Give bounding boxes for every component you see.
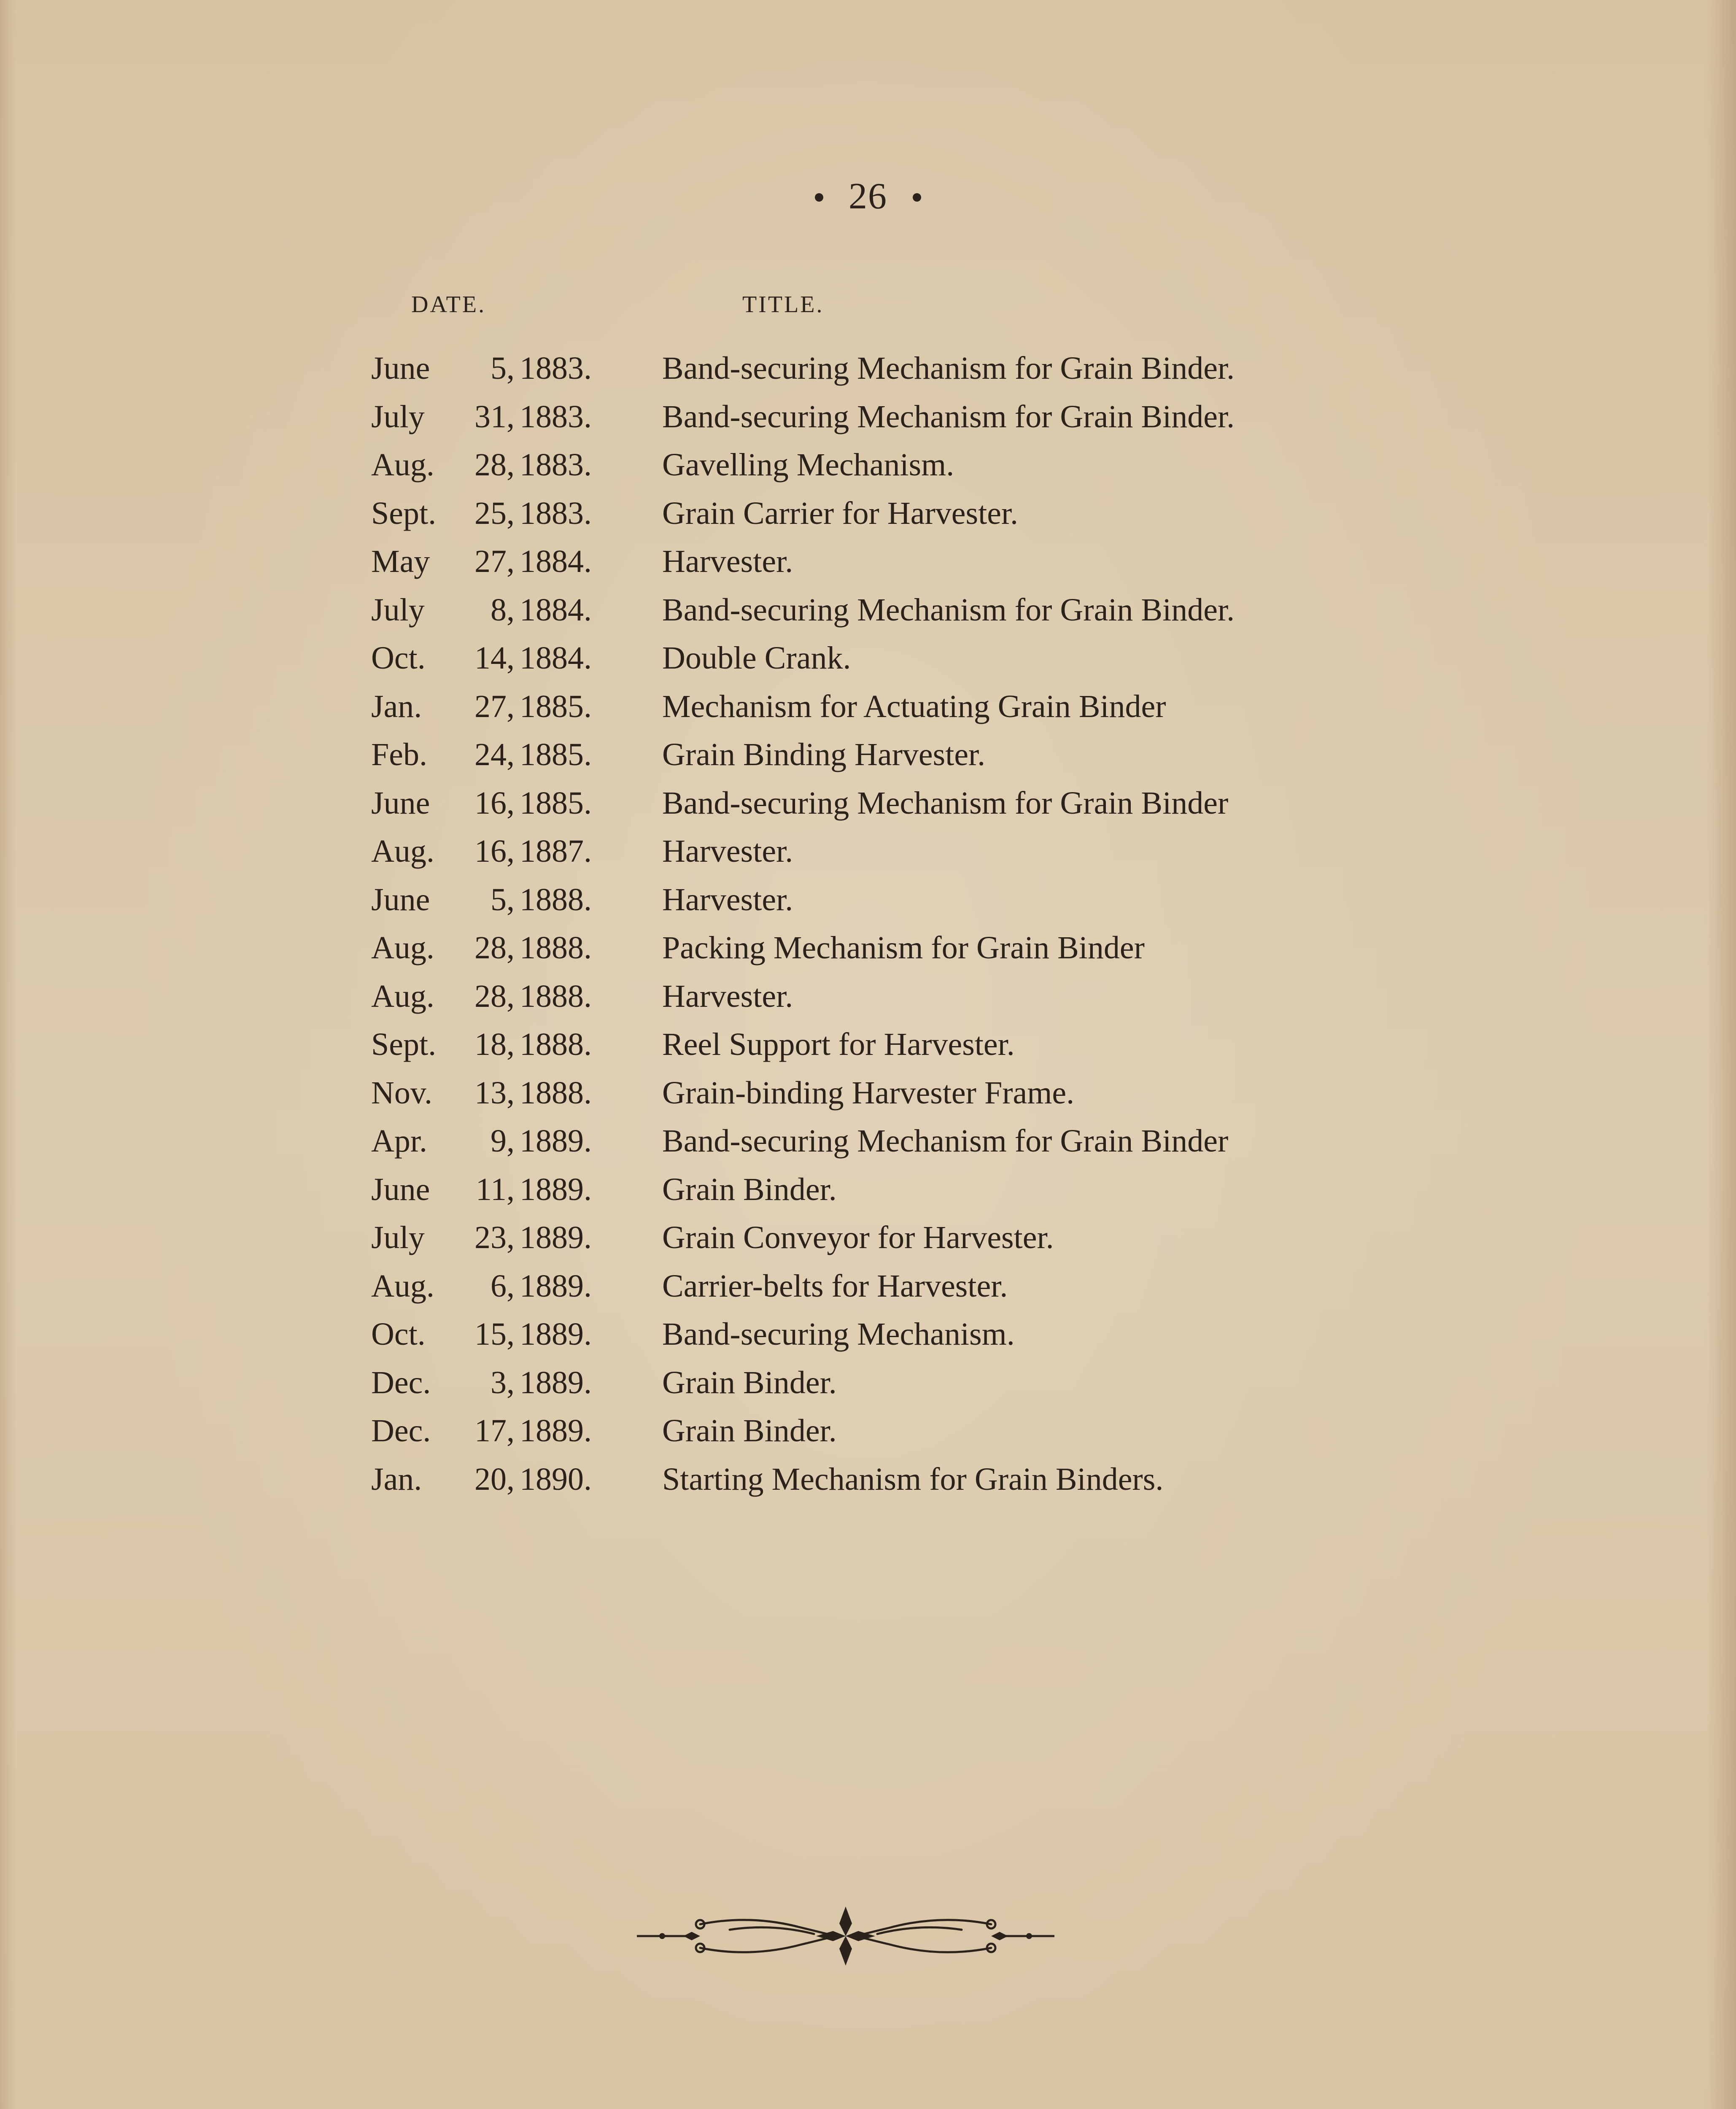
patent-date-month: Aug. xyxy=(371,1268,434,1304)
patent-date-year: 1885. xyxy=(520,737,592,772)
patent-title: Harvester. xyxy=(662,882,793,917)
patent-list xyxy=(371,350,1392,1509)
patent-row xyxy=(371,1219,1392,1268)
patent-date-month: Jan. xyxy=(371,688,422,724)
patent-date-month: June xyxy=(371,1171,430,1207)
patent-row xyxy=(371,447,1392,495)
patent-title: Harvester. xyxy=(662,544,793,579)
patent-date-day: 16, xyxy=(474,785,515,821)
patent-row xyxy=(371,882,1392,930)
patent-title: Grain Binder. xyxy=(662,1365,837,1400)
patent-row xyxy=(371,736,1392,785)
patent-title: Reel Support for Harvester. xyxy=(662,1027,1015,1062)
bullet-left-icon xyxy=(815,193,823,202)
patent-row xyxy=(371,1268,1392,1316)
patent-date-year: 1888. xyxy=(520,1075,592,1111)
patent-date-year: 1889. xyxy=(520,1268,592,1304)
patent-row xyxy=(371,640,1392,688)
page-edge-left xyxy=(0,0,17,2109)
patent-date-month: Sept. xyxy=(371,495,437,531)
patent-row xyxy=(371,1365,1392,1413)
patent-date-year: 1888. xyxy=(520,1027,592,1062)
patent-date-month: Oct. xyxy=(371,640,426,676)
patent-date-day: 28, xyxy=(474,447,515,483)
patent-date-month: Aug. xyxy=(371,447,434,483)
patent-date-month: Apr. xyxy=(371,1123,427,1159)
patent-date-month: Oct. xyxy=(371,1316,426,1352)
patent-date-year: 1883. xyxy=(520,447,592,483)
patent-row xyxy=(371,592,1392,640)
patent-row xyxy=(371,543,1392,592)
patent-date-month: July xyxy=(371,1220,425,1255)
patent-date-month: Aug. xyxy=(371,978,434,1014)
patent-row xyxy=(371,1461,1392,1510)
column-header-date: DATE. xyxy=(411,291,486,318)
patent-date-day: 20, xyxy=(474,1461,515,1497)
patent-row xyxy=(371,1026,1392,1075)
patent-title: Mechanism for Actuating Grain Binder xyxy=(662,688,1166,724)
patent-date-year: 1885. xyxy=(520,688,592,724)
patent-date-year: 1883. xyxy=(520,351,592,386)
patent-date-year: 1889. xyxy=(520,1316,592,1352)
patent-date-month: July xyxy=(371,399,425,434)
patent-date-day: 18, xyxy=(474,1027,515,1062)
patent-date-day: 11, xyxy=(475,1171,515,1207)
patent-date-year: 1889. xyxy=(520,1413,592,1448)
patent-date-year: 1888. xyxy=(520,930,592,966)
patent-row xyxy=(371,1316,1392,1365)
patent-title: Harvester. xyxy=(662,978,793,1014)
patent-date-day: 3, xyxy=(491,1365,515,1400)
patent-title: Carrier-belts for Harvester. xyxy=(662,1268,1008,1304)
patent-row xyxy=(371,978,1392,1027)
patent-row xyxy=(371,930,1392,978)
patent-row xyxy=(371,399,1392,447)
patent-date-day: 6, xyxy=(491,1268,515,1304)
patent-date-day: 14, xyxy=(474,640,515,676)
patent-date-day: 15, xyxy=(474,1316,515,1352)
patent-date-year: 1889. xyxy=(520,1171,592,1207)
patent-title: Double Crank. xyxy=(662,640,851,676)
patent-date-day: 5, xyxy=(491,882,515,917)
page-number xyxy=(0,175,1736,218)
patent-date-day: 25, xyxy=(474,495,515,531)
patent-title: Packing Mechanism for Grain Binder xyxy=(662,930,1145,966)
patent-date-year: 1887. xyxy=(520,833,592,869)
patent-title: Grain Binding Harvester. xyxy=(662,737,986,772)
page-edge-right xyxy=(1706,0,1736,2109)
patent-date-year: 1888. xyxy=(520,882,592,917)
page-number-text: 26 xyxy=(849,176,887,217)
patent-date-day: 17, xyxy=(474,1413,515,1448)
bullet-right-icon xyxy=(913,193,921,202)
patent-date-year: 1889. xyxy=(520,1365,592,1400)
patent-title: Grain Binder. xyxy=(662,1413,837,1448)
patent-title: Band-securing Mechanism. xyxy=(662,1316,1015,1352)
patent-date-month: Aug. xyxy=(371,833,434,869)
patent-row xyxy=(371,1075,1392,1123)
patent-date-year: 1884. xyxy=(520,544,592,579)
patent-title: Grain-binding Harvester Frame. xyxy=(662,1075,1075,1111)
patent-date-year: 1883. xyxy=(520,495,592,531)
patent-date-month: Feb. xyxy=(371,737,427,772)
ornament-flourish-icon xyxy=(637,1898,1054,1974)
patent-title: Band-securing Mechanism for Grain Binder xyxy=(662,1123,1229,1159)
patent-date-day: 8, xyxy=(491,592,515,628)
patent-date-day: 28, xyxy=(474,978,515,1014)
patent-title: Band-securing Mechanism for Grain Binder. xyxy=(662,351,1235,386)
patent-date-month: Nov. xyxy=(371,1075,432,1111)
patent-row xyxy=(371,1413,1392,1461)
column-header-title: TITLE. xyxy=(742,291,824,318)
patent-row xyxy=(371,833,1392,882)
patent-date-month: Dec. xyxy=(371,1413,431,1448)
patent-date-month: Sept. xyxy=(371,1027,437,1062)
patent-date-year: 1883. xyxy=(520,399,592,434)
patent-title: Band-securing Mechanism for Grain Binder. xyxy=(662,399,1235,434)
patent-date-year: 1890. xyxy=(520,1461,592,1497)
patent-date-month: Jan. xyxy=(371,1461,422,1497)
patent-title: Grain Conveyor for Harvester. xyxy=(662,1220,1054,1255)
patent-date-month: June xyxy=(371,785,430,821)
patent-row xyxy=(371,350,1392,399)
patent-row xyxy=(371,688,1392,737)
patent-date-month: June xyxy=(371,882,430,917)
patent-date-year: 1889. xyxy=(520,1220,592,1255)
patent-date-day: 27, xyxy=(474,544,515,579)
patent-date-day: 27, xyxy=(474,688,515,724)
patent-title: Grain Carrier for Harvester. xyxy=(662,495,1019,531)
patent-date-month: Aug. xyxy=(371,930,434,966)
patent-title: Band-securing Mechanism for Grain Binder xyxy=(662,785,1229,821)
patent-date-day: 5, xyxy=(491,351,515,386)
patent-title: Harvester. xyxy=(662,833,793,869)
patent-title: Gavelling Mechanism. xyxy=(662,447,954,483)
patent-date-day: 31, xyxy=(474,399,515,434)
patent-row xyxy=(371,785,1392,833)
patent-title: Starting Mechanism for Grain Binders. xyxy=(662,1461,1164,1497)
patent-date-day: 13, xyxy=(474,1075,515,1111)
patent-date-year: 1884. xyxy=(520,592,592,628)
patent-date-day: 23, xyxy=(474,1220,515,1255)
patent-date-day: 28, xyxy=(474,930,515,966)
patent-date-day: 24, xyxy=(474,737,515,772)
patent-date-year: 1888. xyxy=(520,978,592,1014)
patent-date-month: May xyxy=(371,544,430,579)
patent-date-month: July xyxy=(371,592,425,628)
patent-date-year: 1884. xyxy=(520,640,592,676)
patent-date-year: 1889. xyxy=(520,1123,592,1159)
patent-date-day: 16, xyxy=(474,833,515,869)
patent-row xyxy=(371,1123,1392,1171)
patent-date-month: Dec. xyxy=(371,1365,431,1400)
patent-row xyxy=(371,1171,1392,1220)
patent-date-month: June xyxy=(371,351,430,386)
patent-title: Band-securing Mechanism for Grain Binder. xyxy=(662,592,1235,628)
patent-row xyxy=(371,495,1392,544)
patent-date-day: 9, xyxy=(491,1123,515,1159)
patent-title: Grain Binder. xyxy=(662,1171,837,1207)
patent-date-year: 1885. xyxy=(520,785,592,821)
